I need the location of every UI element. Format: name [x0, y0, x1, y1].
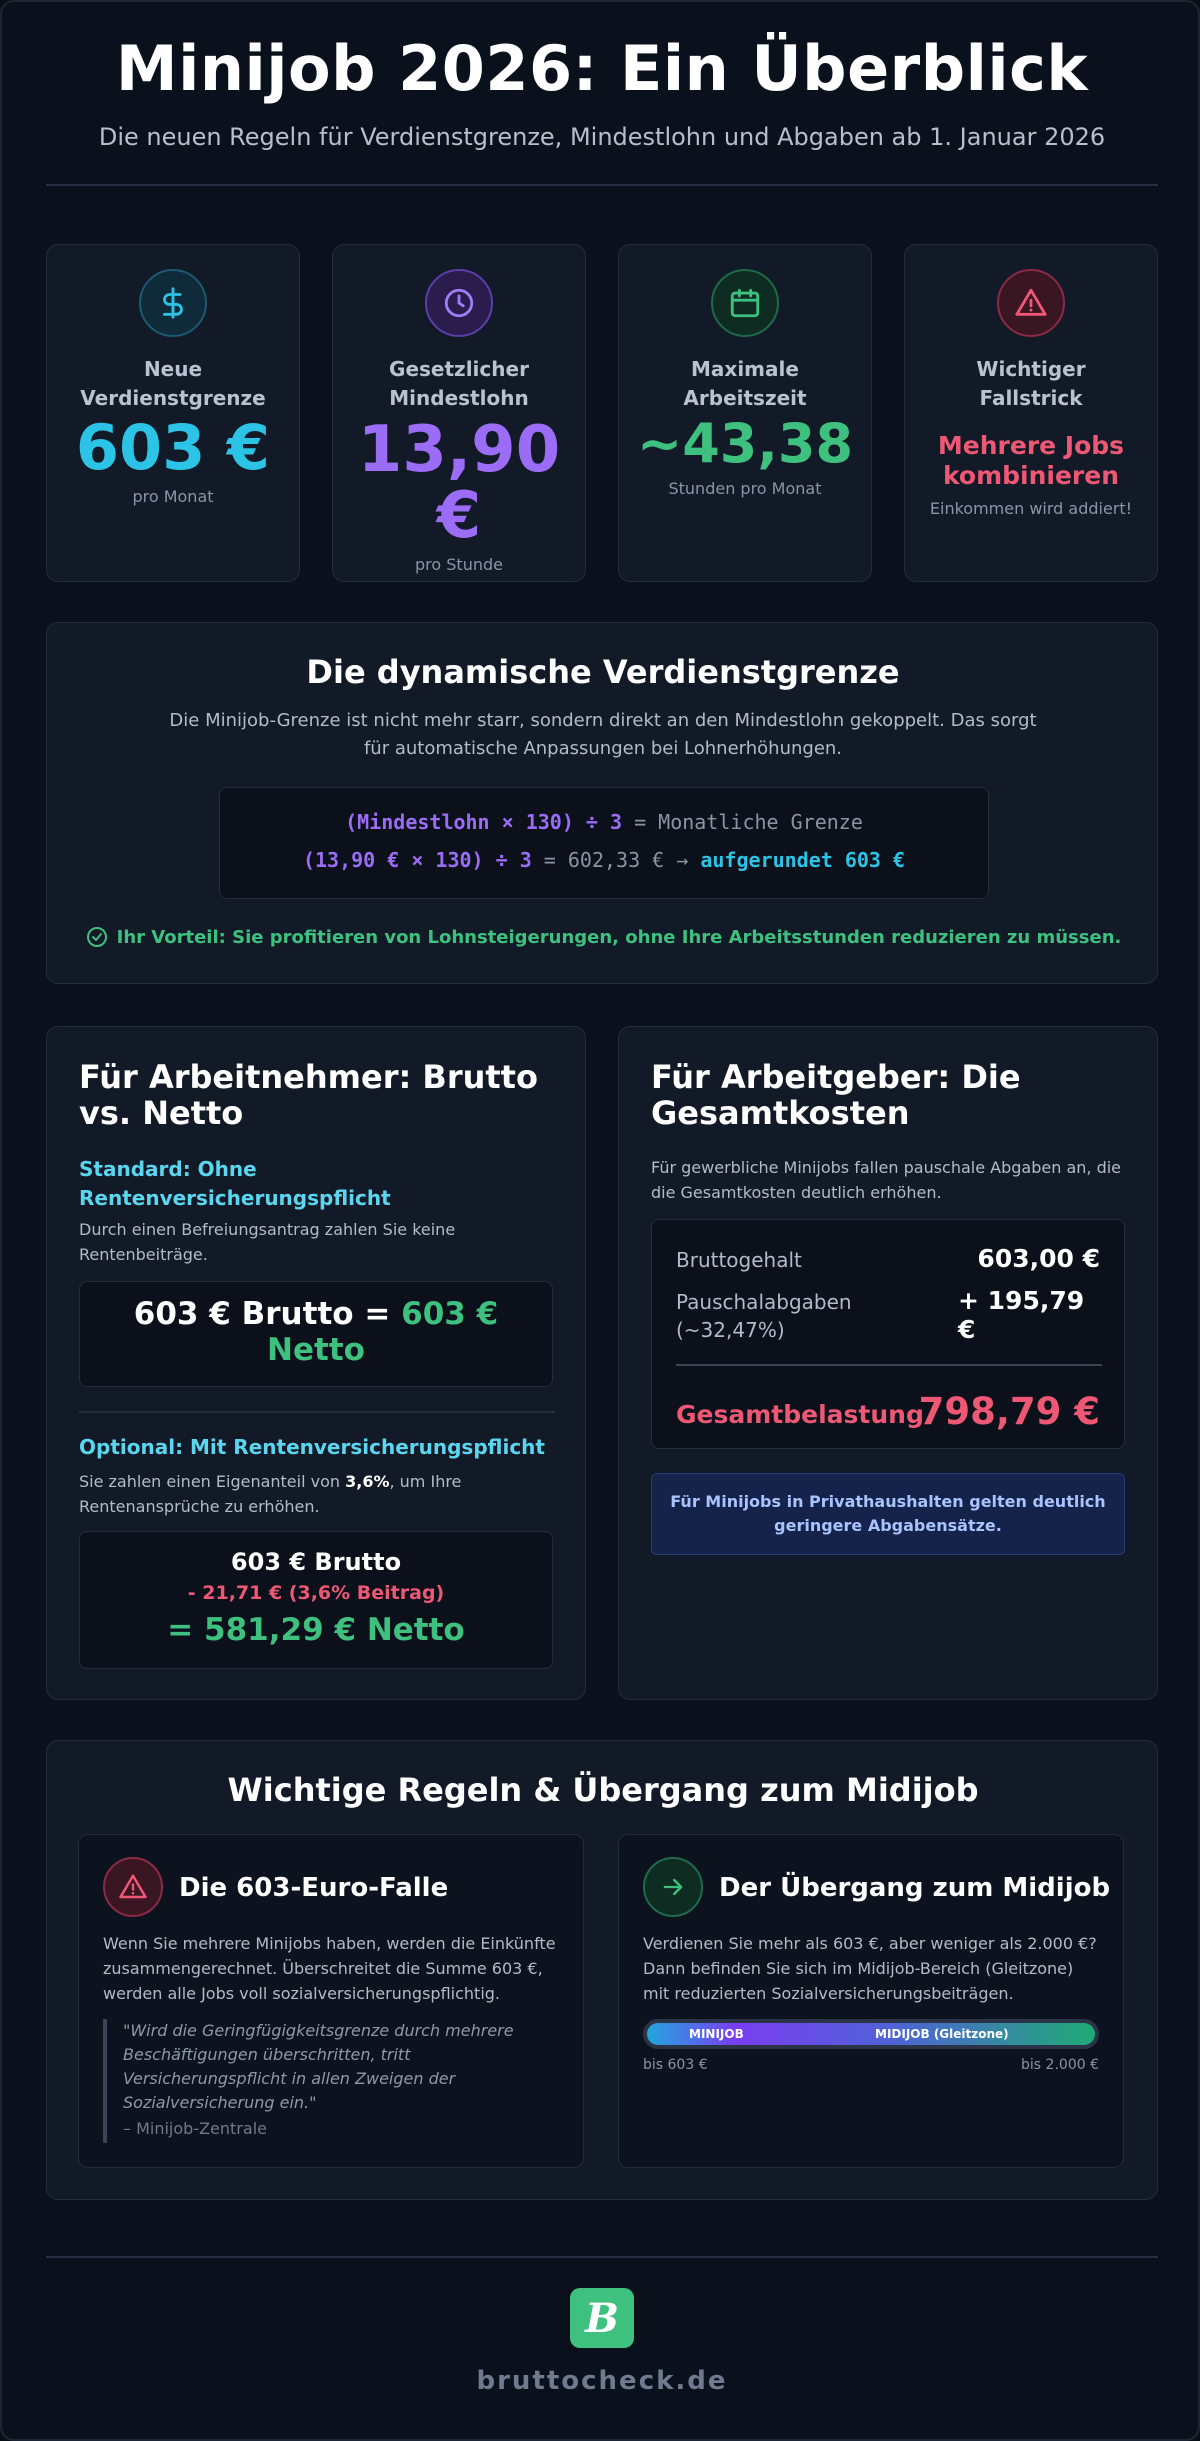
- formula-line-example: (13,90 € × 130) ÷ 3 = 602,33 € → aufgerundet 603 €: [302, 848, 906, 872]
- trap-quote: "Wird die Geringfügigkeitsgrenze durch mehrere Beschäftigungen überschritten, tritt Versicherungspflicht in allen Zweigen der Sozialversicherung ein." – Minijob-Zentrale: [123, 2021, 514, 2138]
- formula-box: [219, 787, 989, 899]
- stat-unit: Einkommen wird addiert!: [929, 499, 1133, 518]
- gross-value: 603,00 €: [977, 1244, 1100, 1273]
- total-value: 798,79 €: [918, 1390, 1100, 1433]
- bar-label-minijob: MINIJOB: [689, 2027, 744, 2041]
- scale-left: bis 603 €: [643, 2057, 708, 2073]
- brand-name: bruttocheck.de: [476, 2366, 728, 2396]
- optional-text: Sie zahlen einen Eigenanteil von 3,6%, um Ihre Rentenansprüche zu erhöhen.: [79, 1472, 462, 1516]
- optional-calc-box: [79, 1531, 553, 1669]
- stat-label: Neue Verdienstgrenze: [80, 357, 266, 410]
- optional-deduction: - 21,71 € (3,6% Beitrag): [187, 1582, 445, 1604]
- employee-divider: [79, 1411, 555, 1413]
- brand-logo: B: [570, 2288, 634, 2348]
- standard-calc-box: [79, 1281, 553, 1387]
- earnings-range-bar: [643, 2019, 1099, 2049]
- stat-unit: Stunden pro Monat: [668, 479, 822, 498]
- optional-brutto: 603 € Brutto: [230, 1548, 402, 1576]
- advantage-line: [83, 925, 1123, 949]
- optional-title: Optional: Mit Rentenversicherungspflicht: [79, 1435, 545, 1459]
- header-divider: [46, 184, 1158, 186]
- levy-label: Pauschalabgaben (~32,47%): [676, 1290, 852, 1342]
- midijob-card: [618, 1834, 1124, 2168]
- stat-value: Mehrere Jobs kombinieren: [937, 431, 1125, 490]
- page-title: Minijob 2026: Ein Überblick: [115, 32, 1089, 105]
- earnings-range-fill: [647, 2023, 1095, 2045]
- arrow-right-icon: [643, 1857, 703, 1917]
- gross-label: Bruttogehalt: [676, 1248, 802, 1272]
- trap-text: Wenn Sie mehrere Minijobs haben, werden die Einkünfte zusammengerechnet. Überschreitet die Summe 603 €, werden alle Jobs voll sozialversicherungspflichtig.: [103, 1934, 556, 2003]
- employee-panel: [46, 1026, 586, 1700]
- dollar-icon: [139, 269, 207, 337]
- stat-unit: pro Monat: [132, 487, 214, 506]
- quote-bar: [103, 2019, 107, 2143]
- stat-value: 603 €: [75, 411, 271, 484]
- stat-label: Maximale Arbeitszeit: [683, 357, 807, 410]
- warning-icon: [997, 269, 1065, 337]
- warning-icon: [103, 1857, 163, 1917]
- page-header: [2, 32, 1200, 151]
- employer-text: Für gewerbliche Minijobs fallen pauschale Abgaben an, die die Gesamtkosten deutlich erhöhen.: [651, 1158, 1122, 1202]
- optional-netto: = 581,29 € Netto: [167, 1612, 465, 1648]
- stat-value: 13,90 €: [357, 413, 561, 553]
- cost-breakdown-box: [651, 1219, 1125, 1449]
- formula-line-general: (Mindestlohn × 130) ÷ 3 = Monatliche Grenze: [345, 810, 863, 834]
- standard-title: Standard: Ohne Rentenversicherungspflicht: [79, 1157, 391, 1210]
- levy-value: + 195,79 €: [958, 1286, 1085, 1344]
- clock-icon: [425, 269, 493, 337]
- stat-card-pitfall: [904, 244, 1158, 582]
- stat-unit: pro Stunde: [415, 555, 503, 574]
- midijob-title: Der Übergang zum Midijob: [719, 1873, 1111, 1903]
- check-circle-icon: [85, 925, 109, 949]
- cost-divider: [676, 1364, 1102, 1366]
- trap-card: [78, 1834, 584, 2168]
- dynamic-limit-panel: [46, 622, 1158, 984]
- trap-title: Die 603-Euro-Falle: [179, 1873, 449, 1903]
- employee-title: Für Arbeitnehmer: Brutto vs. Netto: [79, 1058, 538, 1132]
- stat-card-earnings-limit: [46, 244, 300, 582]
- advantage-text: Ihr Vorteil: Sie profitieren von Lohnsteigerungen, ohne Ihre Arbeitsstunden reduzieren zu müssen.: [116, 926, 1122, 948]
- standard-text: Durch einen Befreiungsantrag zahlen Sie keine Rentenbeiträge.: [79, 1220, 456, 1264]
- employer-title: Für Arbeitgeber: Die Gesamtkosten: [651, 1058, 1021, 1132]
- calendar-icon: [711, 269, 779, 337]
- dynamic-limit-title: Die dynamische Verdienstgrenze: [306, 653, 900, 691]
- midijob-text: Verdienen Sie mehr als 603 €, aber weniger als 2.000 €? Dann befinden Sie sich im Midijob-Bereich (Gleitzone) mit reduzierten Sozialversicherungsbeiträgen.: [643, 1934, 1097, 2003]
- stat-card-minimum-wage: [332, 244, 586, 582]
- standard-calc: 603 € Brutto = 603 € Netto: [133, 1296, 499, 1368]
- footer-divider: [46, 2256, 1158, 2258]
- stat-label: Gesetzlicher Mindestlohn: [389, 357, 529, 410]
- scale-right: bis 2.000 €: [1021, 2057, 1099, 2073]
- bar-label-midijob: MIDIJOB (Gleitzone): [875, 2027, 1009, 2041]
- employer-panel: [618, 1026, 1158, 1700]
- household-note: Für Minijobs in Privathaushalten gelten deutlich geringere Abgabensätze.: [651, 1473, 1125, 1555]
- stat-card-max-hours: [618, 244, 872, 582]
- rules-title: Wichtige Regeln & Übergang zum Midijob: [227, 1771, 979, 1809]
- page-subtitle: Die neuen Regeln für Verdienstgrenze, Mindestlohn und Abgaben ab 1. Januar 2026: [98, 123, 1106, 151]
- stat-label: Wichtiger Fallstrick: [976, 357, 1086, 410]
- dynamic-limit-text: Die Minijob-Grenze ist nicht mehr starr, sondern direkt an den Mindestlohn gekoppelt. Das sorgt für automatische Anpassungen bei Lohnerhöhungen.: [169, 710, 1037, 759]
- total-label: Gesamtbelastung: [676, 1400, 924, 1429]
- stat-value: ~43,38: [636, 412, 854, 475]
